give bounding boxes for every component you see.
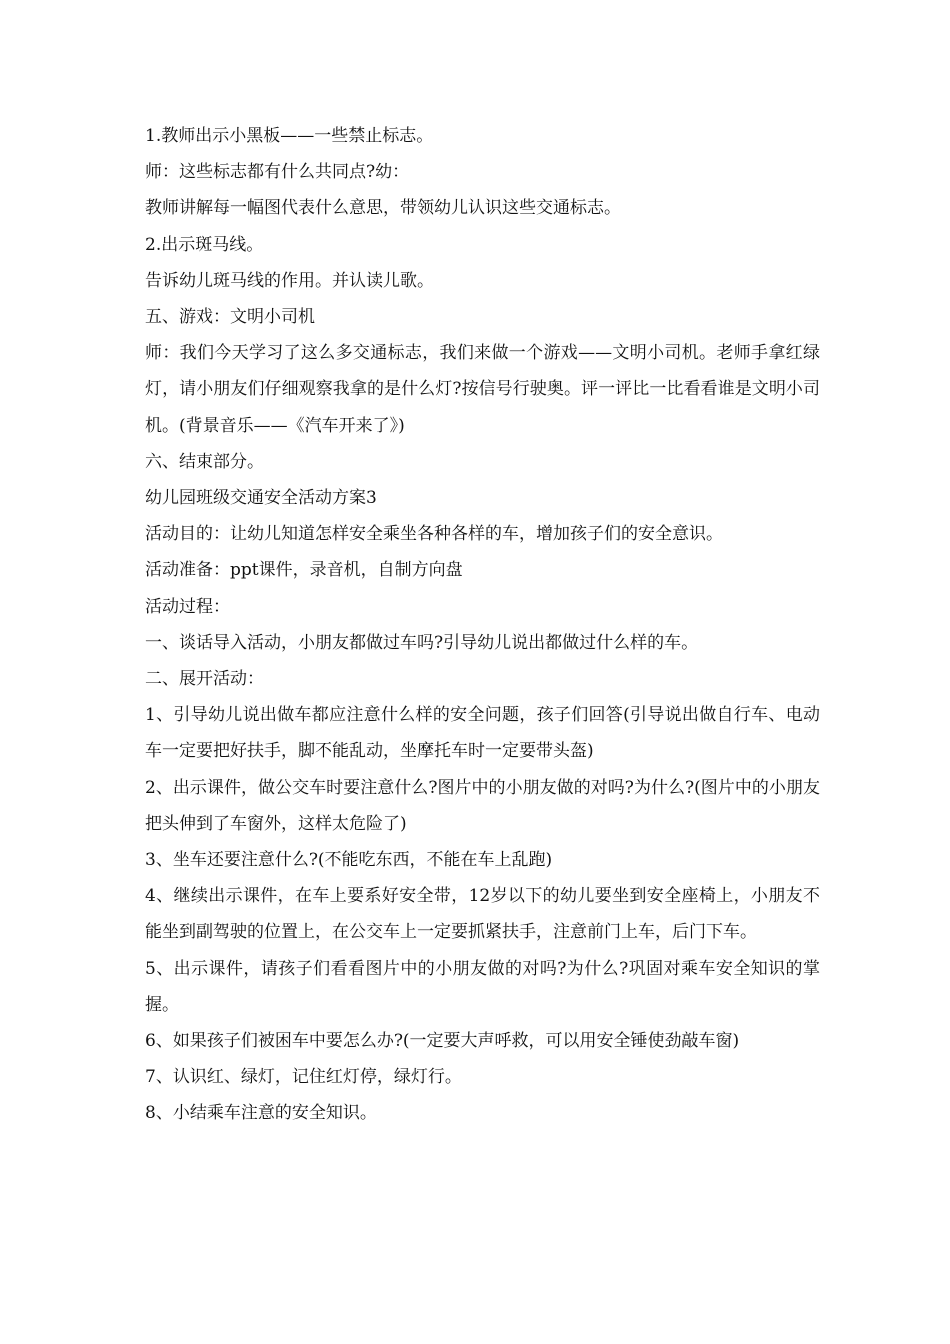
process-step-expand: 二、展开活动： bbox=[145, 669, 264, 690]
section-heading-game: 五、游戏：文明小司机 bbox=[145, 307, 315, 328]
process-step-intro: 一、谈话导入活动，小朋友都做过车吗?引导幼儿说出都做过什么样的车。 bbox=[145, 632, 699, 653]
document-body bbox=[145, 118, 820, 1132]
section-heading-ending: 六、结束部分。 bbox=[145, 451, 264, 472]
list-item-6: 6、如果孩子们被困车中要怎么办?(一定要大声呼救，可以用安全锤使劲敲车窗) bbox=[145, 1031, 740, 1052]
list-item-7: 7、认识红、绿灯，记住红灯停，绿灯行。 bbox=[145, 1067, 462, 1088]
activity-goal: 活动目的：让幼儿知道怎样安全乘坐各种各样的车，增加孩子们的安全意识。 bbox=[145, 524, 723, 545]
list-item-4: 4、继续出示课件，在车上要系好安全带，12岁以下的幼儿要坐到安全座椅上，小朋友不能坐到副驾驶的位置上，在公交车上一定要抓紧扶手，注意前门上车，后门下车。 bbox=[145, 886, 820, 943]
paragraph-7: 师：我们今天学习了这么多交通标志，我们来做一个游戏——文明小司机。老师手拿红绿灯，请小朋友们仔细观察我拿的是什么灯?按信号行驶奥。评一评比一比看看谁是文明小司机。(背景音乐——《汽车开来了》) bbox=[145, 343, 820, 436]
paragraph-4: 2.出示斑马线。 bbox=[145, 234, 264, 255]
list-item-8: 8、小结乘车注意的安全知识。 bbox=[145, 1103, 377, 1124]
paragraph-5: 告诉幼儿斑马线的作用。并认读儿歌。 bbox=[145, 270, 434, 291]
plan-title: 幼儿园班级交通安全活动方案3 bbox=[145, 488, 377, 509]
list-item-2: 2、出示课件，做公交车时要注意什么?图片中的小朋友做的对吗?为什么?(图片中的小朋友把头伸到了车窗外，这样太危险了) bbox=[145, 777, 820, 834]
paragraph-1: 1.教师出示小黑板——一些禁止标志。 bbox=[145, 126, 434, 146]
list-item-1: 1、引导幼儿说出做车都应注意什么样的安全问题，孩子们回答(引导说出做自行车、电动车一定要把好扶手，脚不能乱动，坐摩托车时一定要带头盔) bbox=[145, 705, 820, 762]
activity-preparation: 活动准备：ppt课件，录音机，自制方向盘 bbox=[145, 560, 463, 581]
list-item-5: 5、出示课件，请孩子们看看图片中的小朋友做的对吗?为什么?巩固对乘车安全知识的掌握。 bbox=[145, 958, 820, 1015]
list-item-3: 3、坐车还要注意什么?(不能吃东西，不能在车上乱跑) bbox=[145, 850, 553, 871]
paragraph-3: 教师讲解每一幅图代表什么意思，带领幼儿认识这些交通标志。 bbox=[145, 198, 621, 219]
activity-process-heading: 活动过程： bbox=[145, 596, 230, 617]
paragraph-2: 师：这些标志都有什么共同点?幼： bbox=[145, 162, 410, 183]
